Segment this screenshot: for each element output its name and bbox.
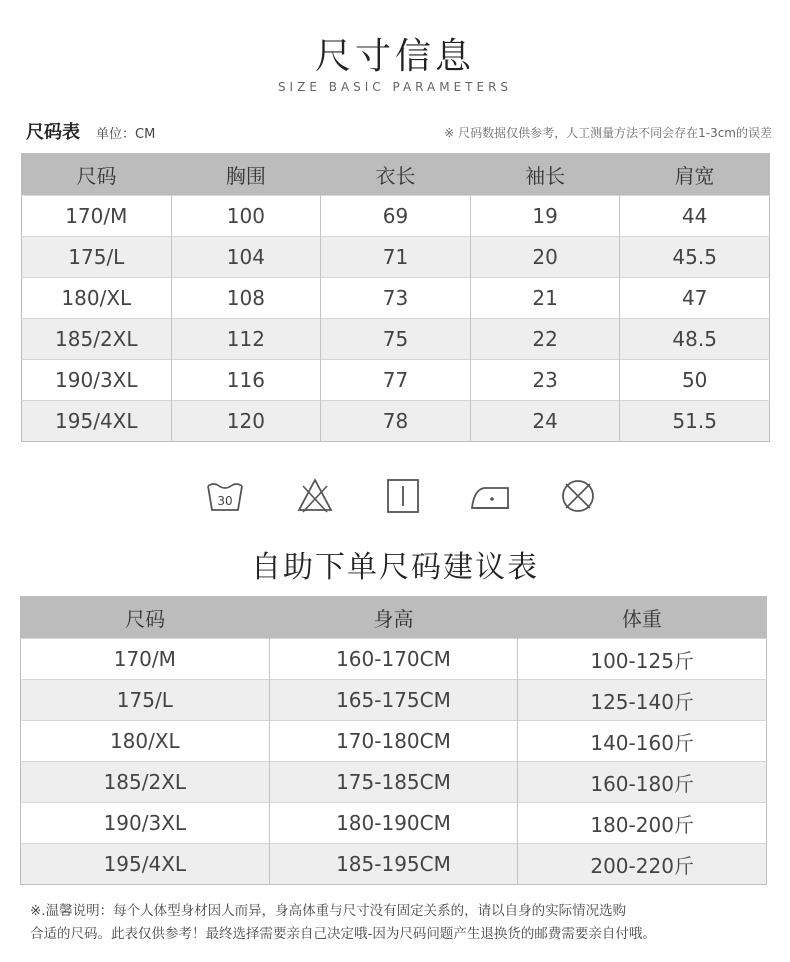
size-table-note: ※ 尺码数据仅供参考，人工测量方法不同会存在1-3cm的误差 — [444, 126, 772, 140]
table-row — [22, 278, 770, 319]
wash-30-icon — [205, 476, 245, 516]
table-row — [21, 762, 767, 803]
table-cell: 24 — [470, 401, 620, 442]
table-row — [22, 360, 770, 401]
recommend-title: 自助下单尺码建议表 — [251, 550, 539, 585]
table-cell: 50 — [620, 360, 770, 401]
table-cell: 160-170CM — [269, 639, 518, 680]
table-cell: 170/M — [22, 196, 172, 237]
table-cell: 175-185CM — [269, 762, 518, 803]
table-cell: 175/L — [22, 237, 172, 278]
care-icons — [0, 476, 790, 516]
table-cell: 78 — [321, 401, 471, 442]
column-header: 肩宽 — [620, 154, 770, 196]
table-row — [22, 237, 770, 278]
table-cell: 51.5 — [620, 401, 770, 442]
table-cell: 20 — [470, 237, 620, 278]
table-cell: 69 — [321, 196, 471, 237]
table-cell: 165-175CM — [269, 680, 518, 721]
recommend-table — [20, 596, 767, 885]
table-cell: 100 — [171, 196, 321, 237]
table-cell: 47 — [620, 278, 770, 319]
column-header: 尺码 — [21, 597, 270, 639]
table-cell: 23 — [470, 360, 620, 401]
table-cell: 77 — [321, 360, 471, 401]
table-row — [21, 639, 767, 680]
column-header: 衣长 — [321, 154, 471, 196]
wash-temp-label: 30 — [217, 494, 233, 508]
table-header-row — [21, 597, 767, 639]
footnote-line: 合适的尺码。此表仅供参考！最终选择需要亲自己决定哦-因为尺码问题产生退换货的邮费需要亲自付哦。 — [30, 926, 656, 942]
table-cell: 180/XL — [21, 721, 270, 762]
table-row — [21, 803, 767, 844]
table-cell: 170-180CM — [269, 721, 518, 762]
size-table-unit: 单位：CM — [96, 127, 156, 142]
table-header-row — [22, 154, 770, 196]
table-cell: 180/XL — [22, 278, 172, 319]
table-cell: 175/L — [21, 680, 270, 721]
iron-low-icon — [470, 476, 510, 516]
table-row — [21, 844, 767, 885]
table-cell: 75 — [321, 319, 471, 360]
size-table-header — [26, 118, 772, 142]
table-cell: 200-220斤 — [518, 844, 767, 885]
table-cell: 120 — [171, 401, 321, 442]
page-subtitle: SIZE BASIC PARAMETERS — [277, 80, 513, 94]
table-cell: 45.5 — [620, 237, 770, 278]
table-cell: 112 — [171, 319, 321, 360]
table-cell: 22 — [470, 319, 620, 360]
table-cell: 170/M — [21, 639, 270, 680]
table-row — [22, 401, 770, 442]
table-cell: 185-195CM — [269, 844, 518, 885]
table-row — [22, 196, 770, 237]
table-cell: 116 — [171, 360, 321, 401]
column-header: 胸围 — [171, 154, 321, 196]
column-header: 袖长 — [470, 154, 620, 196]
size-table-title: 尺码表 — [26, 122, 80, 143]
table-cell: 104 — [171, 237, 321, 278]
table-cell: 190/3XL — [22, 360, 172, 401]
table-cell: 195/4XL — [22, 401, 172, 442]
table-cell: 108 — [171, 278, 321, 319]
table-cell: 180-190CM — [269, 803, 518, 844]
hang-dry-icon — [383, 476, 423, 516]
column-header: 身高 — [269, 597, 518, 639]
table-cell: 160-180斤 — [518, 762, 767, 803]
footnote — [30, 900, 770, 946]
table-cell: 180-200斤 — [518, 803, 767, 844]
column-header: 体重 — [518, 597, 767, 639]
table-cell: 44 — [620, 196, 770, 237]
table-cell: 73 — [321, 278, 471, 319]
table-cell: 140-160斤 — [518, 721, 767, 762]
table-cell: 19 — [470, 196, 620, 237]
table-cell: 195/4XL — [21, 844, 270, 885]
table-cell: 48.5 — [620, 319, 770, 360]
no-bleach-icon — [295, 476, 335, 516]
column-header: 尺码 — [22, 154, 172, 196]
table-cell: 100-125斤 — [518, 639, 767, 680]
table-cell: 185/2XL — [22, 319, 172, 360]
footnote-line: ※.温馨说明：每个人体型身材因人而异，身高体重与尺寸没有固定关系的，请以自身的实际情况选购 — [30, 903, 627, 919]
table-cell: 125-140斤 — [518, 680, 767, 721]
table-cell: 185/2XL — [21, 762, 270, 803]
size-table — [21, 153, 770, 442]
table-cell: 71 — [321, 237, 471, 278]
page-title: 尺寸信息 — [314, 36, 475, 77]
table-row — [21, 721, 767, 762]
table-row — [22, 319, 770, 360]
table-cell: 190/3XL — [21, 803, 270, 844]
table-row — [21, 680, 767, 721]
table-cell: 21 — [470, 278, 620, 319]
no-dry-clean-icon — [558, 476, 598, 516]
